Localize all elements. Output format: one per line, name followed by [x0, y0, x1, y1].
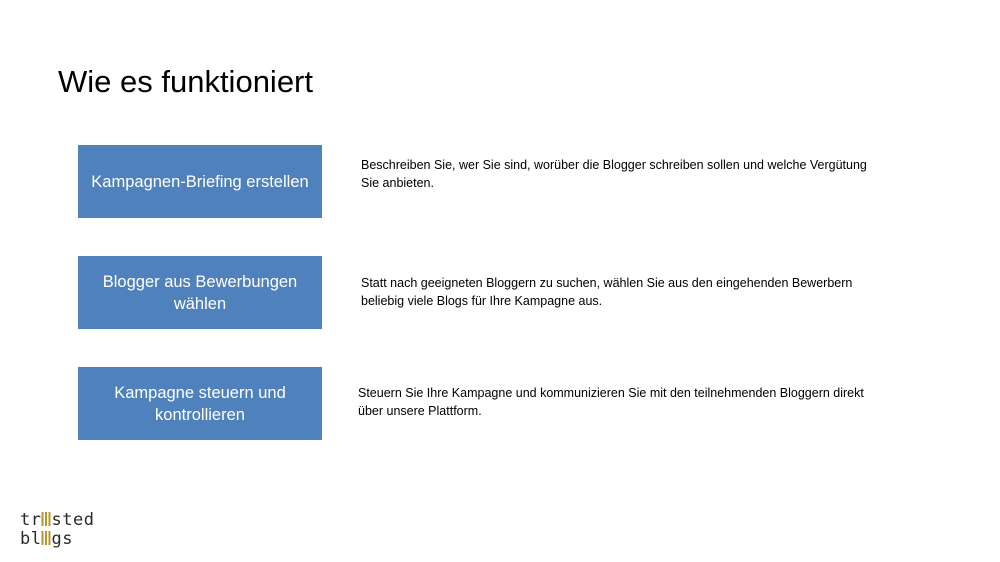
step-1-description: Beschreiben Sie, wer Sie sind, worüber die Blogger schreiben sollen und welche Vergütung Sie anbieten. — [361, 158, 867, 190]
step-2-label: Blogger aus Bewerbungen wählen — [102, 272, 298, 313]
step-1-label: Kampagnen-Briefing erstellen — [91, 172, 309, 191]
bookshelf-icon-2 — [41, 531, 51, 545]
step-3-box — [78, 367, 322, 440]
logo-line-2 — [20, 530, 94, 549]
logo-line-1 — [20, 511, 94, 530]
logo-text-gs: gs — [51, 529, 73, 549]
bookshelf-icon — [41, 512, 51, 526]
trusted-blogs-logo — [20, 511, 94, 549]
step-3-label: Kampagne steuern und kontrollieren — [114, 383, 286, 424]
step-3-description: Steuern Sie Ihre Kampagne und kommunizieren Sie mit den teilnehmenden Bloggern direkt über unsere Plattform. — [358, 386, 864, 418]
step-2-box — [78, 256, 322, 329]
logo-text-sted: sted — [51, 510, 95, 530]
step-1-box — [78, 145, 322, 218]
logo-text-bl: bl — [20, 529, 42, 549]
logo-text-tr: tr — [20, 510, 42, 530]
slide-title: Wie es funktioniert — [58, 64, 313, 99]
step-2-description: Statt nach geeigneten Bloggern zu suchen, wählen Sie aus den eingehenden Bewerbern beliebig viele Blogs für Ihre Kampagne aus. — [361, 276, 853, 308]
